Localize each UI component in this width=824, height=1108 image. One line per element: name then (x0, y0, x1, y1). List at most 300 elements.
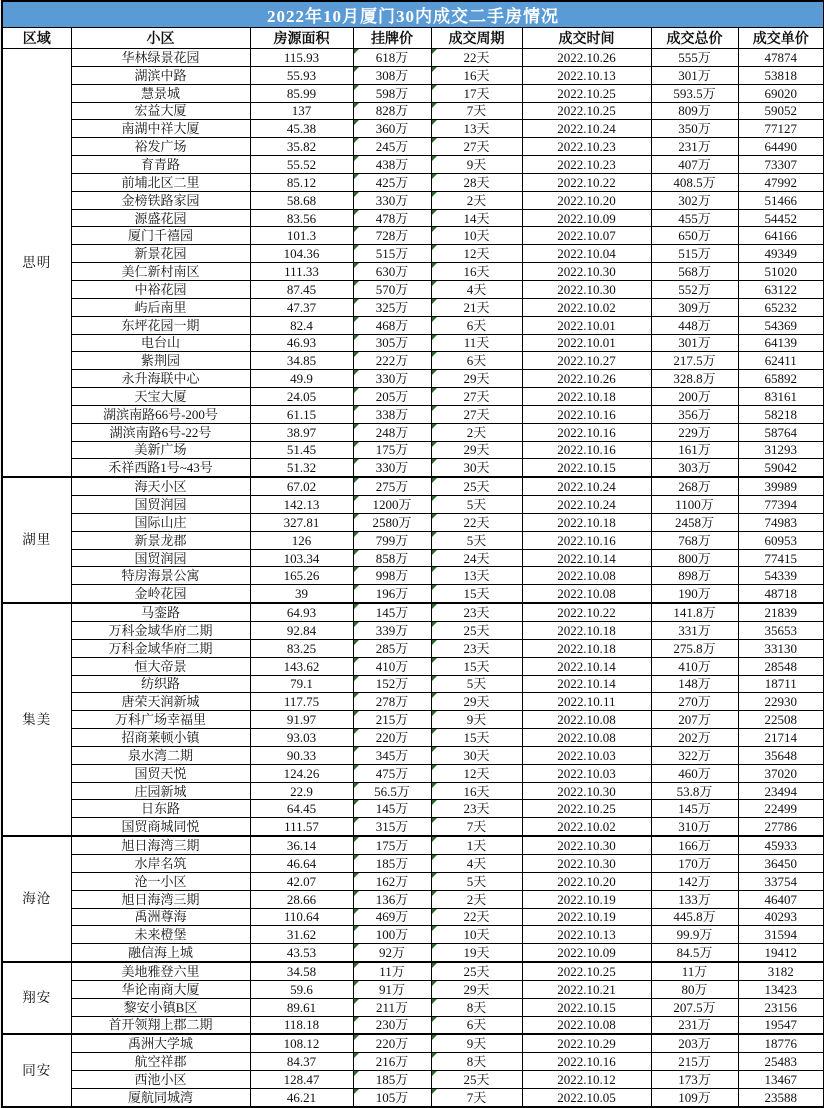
cell-unit-price: 19412 (738, 944, 824, 962)
cell-total-price: 568万 (651, 263, 738, 281)
cell-listing-price: 1200万 (353, 496, 431, 514)
cell-community: 万科金域华府二期 (71, 622, 250, 640)
cell-unit-price: 54339 (738, 567, 824, 585)
table-row (2, 1053, 824, 1071)
cell-total-price: 148万 (651, 675, 738, 693)
cell-community: 源盛花园 (71, 209, 250, 227)
cell-deal-period: 27天 (431, 405, 522, 423)
cell-deal-date: 2022.10.16 (522, 405, 651, 423)
cell-unit-price: 58764 (738, 423, 824, 441)
deals-table (1, 0, 824, 1108)
table-row (2, 603, 824, 621)
cell-deal-date: 2022.10.14 (522, 549, 651, 567)
table-row (2, 423, 824, 441)
table-row (2, 854, 824, 872)
cell-listing-price: 105万 (353, 1088, 431, 1106)
cell-community: 日东路 (71, 800, 250, 818)
cell-deal-date: 2022.10.13 (522, 926, 651, 944)
region-cell: 湖里 (2, 477, 71, 603)
table-row (2, 962, 824, 980)
table-row (2, 209, 824, 227)
cell-listing-price: 222万 (353, 352, 431, 370)
cell-deal-date: 2022.10.03 (522, 746, 651, 764)
cell-area: 118.18 (250, 1016, 353, 1034)
cell-total-price: 800万 (651, 549, 738, 567)
cell-area: 55.93 (250, 66, 353, 84)
table-body (2, 49, 824, 1107)
cell-listing-price: 799万 (353, 531, 431, 549)
cell-community: 禹洲尊海 (71, 908, 250, 926)
cell-listing-price: 468万 (353, 316, 431, 334)
cell-total-price: 407万 (651, 156, 738, 174)
cell-deal-period: 16天 (431, 263, 522, 281)
cell-listing-price: 630万 (353, 263, 431, 281)
cell-unit-price: 23156 (738, 998, 824, 1016)
cell-unit-price: 63122 (738, 280, 824, 298)
cell-deal-period: 12天 (431, 764, 522, 782)
cell-deal-date: 2022.10.19 (522, 890, 651, 908)
cell-community: 禾祥西路1号~43号 (71, 459, 250, 477)
cell-area: 124.26 (250, 764, 353, 782)
cell-deal-period: 27天 (431, 138, 522, 156)
cell-total-price: 301万 (651, 66, 738, 84)
cell-unit-price: 69020 (738, 84, 824, 102)
cell-area: 126 (250, 531, 353, 549)
cell-unit-price: 59042 (738, 459, 824, 477)
cell-deal-date: 2022.10.26 (522, 49, 651, 67)
cell-community: 美地雅登六里 (71, 962, 250, 980)
region-cell: 海沧 (2, 836, 71, 962)
cell-listing-price: 205万 (353, 388, 431, 406)
cell-unit-price: 62411 (738, 352, 824, 370)
cell-community: 特房海景公寓 (71, 567, 250, 585)
table-row (2, 191, 824, 209)
cell-unit-price: 64490 (738, 138, 824, 156)
cell-deal-period: 8天 (431, 1053, 522, 1071)
cell-listing-price: 618万 (353, 49, 431, 67)
cell-deal-period: 4天 (431, 280, 522, 298)
table-row (2, 908, 824, 926)
cell-deal-period: 6天 (431, 352, 522, 370)
cell-area: 36.14 (250, 836, 353, 854)
cell-unit-price: 19547 (738, 1016, 824, 1034)
cell-deal-period: 9天 (431, 156, 522, 174)
cell-deal-period: 23天 (431, 603, 522, 621)
cell-unit-price: 65892 (738, 370, 824, 388)
cell-total-price: 53.8万 (651, 782, 738, 800)
header-row (2, 28, 824, 49)
cell-listing-price: 330万 (353, 459, 431, 477)
cell-listing-price: 315万 (353, 818, 431, 836)
cell-deal-date: 2022.10.09 (522, 209, 651, 227)
table-row (2, 693, 824, 711)
cell-listing-price: 360万 (353, 120, 431, 138)
cell-deal-date: 2022.10.30 (522, 263, 651, 281)
cell-total-price: 2458万 (651, 513, 738, 531)
cell-area: 83.25 (250, 639, 353, 657)
cell-unit-price: 54369 (738, 316, 824, 334)
cell-deal-period: 23天 (431, 800, 522, 818)
cell-deal-date: 2022.10.18 (522, 622, 651, 640)
cell-area: 47.37 (250, 298, 353, 316)
cell-area: 93.03 (250, 729, 353, 747)
cell-total-price: 768万 (651, 531, 738, 549)
table-row (2, 1071, 824, 1089)
cell-unit-price: 37020 (738, 764, 824, 782)
cell-community: 厦门千禧园 (71, 227, 250, 245)
cell-unit-price: 77127 (738, 120, 824, 138)
cell-deal-date: 2022.10.16 (522, 441, 651, 459)
cell-deal-date: 2022.10.13 (522, 66, 651, 84)
cell-listing-price: 91万 (353, 980, 431, 998)
cell-area: 83.56 (250, 209, 353, 227)
table-row (2, 639, 824, 657)
table-row (2, 872, 824, 890)
cell-deal-period: 19天 (431, 944, 522, 962)
cell-listing-price: 145万 (353, 603, 431, 621)
cell-unit-price: 13423 (738, 980, 824, 998)
cell-total-price: 445.8万 (651, 908, 738, 926)
cell-unit-price: 45933 (738, 836, 824, 854)
cell-deal-date: 2022.10.26 (522, 370, 651, 388)
cell-area: 24.05 (250, 388, 353, 406)
cell-area: 59.6 (250, 980, 353, 998)
cell-deal-period: 16天 (431, 66, 522, 84)
cell-total-price: 593.5万 (651, 84, 738, 102)
cell-total-price: 84.5万 (651, 944, 738, 962)
cell-deal-period: 5天 (431, 531, 522, 549)
cell-deal-period: 17天 (431, 84, 522, 102)
table-row (2, 138, 824, 156)
cell-deal-period: 7天 (431, 1088, 522, 1106)
cell-listing-price: 728万 (353, 227, 431, 245)
cell-listing-price: 196万 (353, 585, 431, 603)
cell-deal-date: 2022.10.08 (522, 585, 651, 603)
cell-total-price: 410万 (651, 657, 738, 675)
cell-deal-date: 2022.10.20 (522, 191, 651, 209)
cell-deal-date: 2022.10.25 (522, 84, 651, 102)
cell-deal-date: 2022.10.22 (522, 173, 651, 191)
cell-total-price: 80万 (651, 980, 738, 998)
cell-unit-price: 22499 (738, 800, 824, 818)
cell-listing-price: 438万 (353, 156, 431, 174)
cell-deal-date: 2022.10.24 (522, 477, 651, 495)
cell-deal-date: 2022.10.23 (522, 156, 651, 174)
cell-total-price: 268万 (651, 477, 738, 495)
cell-deal-period: 25天 (431, 622, 522, 640)
cell-community: 万科金域华府二期 (71, 639, 250, 657)
table-row (2, 764, 824, 782)
cell-community: 旭日海湾三期 (71, 890, 250, 908)
table-row (2, 980, 824, 998)
cell-deal-date: 2022.10.27 (522, 352, 651, 370)
cell-deal-date: 2022.10.25 (522, 962, 651, 980)
table-row (2, 263, 824, 281)
cell-area: 46.21 (250, 1088, 353, 1106)
cell-total-price: 1100万 (651, 496, 738, 514)
cell-deal-date: 2022.10.08 (522, 711, 651, 729)
cell-listing-price: 248万 (353, 423, 431, 441)
cell-community: 国贸天悦 (71, 764, 250, 782)
table-row (2, 66, 824, 84)
table-row (2, 657, 824, 675)
cell-total-price: 555万 (651, 49, 738, 67)
cell-listing-price: 345万 (353, 746, 431, 764)
cell-listing-price: 230万 (353, 1016, 431, 1034)
cell-listing-price: 220万 (353, 1034, 431, 1052)
cell-deal-period: 7天 (431, 102, 522, 120)
cell-area: 67.02 (250, 477, 353, 495)
cell-community: 天宝大厦 (71, 388, 250, 406)
cell-deal-period: 29天 (431, 693, 522, 711)
table-row (2, 352, 824, 370)
cell-listing-price: 275万 (353, 477, 431, 495)
table-row (2, 245, 824, 263)
spreadsheet (1, 0, 823, 1108)
table-row (2, 370, 824, 388)
cell-listing-price: 325万 (353, 298, 431, 316)
table-row (2, 567, 824, 585)
cell-total-price: 301万 (651, 334, 738, 352)
cell-area: 108.12 (250, 1034, 353, 1052)
cell-area: 82.4 (250, 316, 353, 334)
cell-total-price: 408.5万 (651, 173, 738, 191)
cell-deal-date: 2022.10.15 (522, 998, 651, 1016)
column-header-community: 小区 (71, 28, 250, 49)
cell-deal-date: 2022.10.02 (522, 818, 651, 836)
cell-listing-price: 515万 (353, 245, 431, 263)
table-row (2, 890, 824, 908)
cell-total-price: 302万 (651, 191, 738, 209)
cell-total-price: 455万 (651, 209, 738, 227)
cell-community: 沧一小区 (71, 872, 250, 890)
cell-listing-price: 162万 (353, 872, 431, 890)
cell-deal-period: 5天 (431, 675, 522, 693)
cell-total-price: 448万 (651, 316, 738, 334)
cell-community: 国贸商城同悦 (71, 818, 250, 836)
cell-deal-date: 2022.10.16 (522, 423, 651, 441)
cell-deal-date: 2022.10.08 (522, 729, 651, 747)
cell-unit-price: 51020 (738, 263, 824, 281)
cell-total-price: 207万 (651, 711, 738, 729)
cell-deal-date: 2022.10.22 (522, 603, 651, 621)
table-row (2, 459, 824, 477)
cell-total-price: 142万 (651, 872, 738, 890)
cell-listing-price: 100万 (353, 926, 431, 944)
table-row (2, 280, 824, 298)
cell-total-price: 303万 (651, 459, 738, 477)
cell-listing-price: 338万 (353, 405, 431, 423)
column-header-total-price: 成交总价 (651, 28, 738, 49)
cell-unit-price: 22508 (738, 711, 824, 729)
cell-community: 新景龙郡 (71, 531, 250, 549)
cell-deal-period: 22天 (431, 49, 522, 67)
cell-deal-period: 21天 (431, 298, 522, 316)
cell-total-price: 322万 (651, 746, 738, 764)
cell-listing-price: 410万 (353, 657, 431, 675)
cell-community: 中裕花园 (71, 280, 250, 298)
cell-community: 厦航同城湾 (71, 1088, 250, 1106)
cell-deal-date: 2022.10.24 (522, 496, 651, 514)
column-header-deal-date: 成交时间 (522, 28, 651, 49)
cell-total-price: 309万 (651, 298, 738, 316)
cell-deal-date: 2022.10.04 (522, 245, 651, 263)
cell-deal-period: 6天 (431, 316, 522, 334)
cell-area: 91.97 (250, 711, 353, 729)
cell-unit-price: 77394 (738, 496, 824, 514)
table-row (2, 513, 824, 531)
cell-deal-date: 2022.10.03 (522, 764, 651, 782)
cell-listing-price: 175万 (353, 836, 431, 854)
cell-community: 马銮路 (71, 603, 250, 621)
cell-community: 美仁新村南区 (71, 263, 250, 281)
table-row (2, 102, 824, 120)
table-row (2, 944, 824, 962)
cell-area: 85.99 (250, 84, 353, 102)
cell-listing-price: 185万 (353, 854, 431, 872)
cell-deal-period: 5天 (431, 496, 522, 514)
table-row (2, 496, 824, 514)
cell-area: 45.38 (250, 120, 353, 138)
cell-total-price: 190万 (651, 585, 738, 603)
cell-listing-price: 598万 (353, 84, 431, 102)
cell-unit-price: 74983 (738, 513, 824, 531)
cell-deal-date: 2022.10.09 (522, 944, 651, 962)
cell-community: 融信海上城 (71, 944, 250, 962)
cell-listing-price: 2580万 (353, 513, 431, 531)
cell-total-price: 161万 (651, 441, 738, 459)
cell-unit-price: 49349 (738, 245, 824, 263)
cell-unit-price: 27786 (738, 818, 824, 836)
cell-area: 39 (250, 585, 353, 603)
cell-area: 79.1 (250, 675, 353, 693)
cell-area: 101.3 (250, 227, 353, 245)
cell-community: 华林绿景花园 (71, 49, 250, 67)
cell-unit-price: 53818 (738, 66, 824, 84)
cell-deal-date: 2022.10.24 (522, 120, 651, 138)
cell-unit-price: 13467 (738, 1071, 824, 1089)
cell-area: 31.62 (250, 926, 353, 944)
cell-community: 首开领翔上郡二期 (71, 1016, 250, 1034)
table-row (2, 782, 824, 800)
cell-listing-price: 216万 (353, 1053, 431, 1071)
cell-deal-date: 2022.10.18 (522, 513, 651, 531)
table-row (2, 1034, 824, 1052)
cell-deal-period: 14天 (431, 209, 522, 227)
table-row (2, 800, 824, 818)
table-row (2, 84, 824, 102)
cell-total-price: 350万 (651, 120, 738, 138)
cell-area: 111.57 (250, 818, 353, 836)
cell-listing-price: 185万 (353, 1071, 431, 1089)
cell-total-price: 552万 (651, 280, 738, 298)
table-row (2, 477, 824, 495)
cell-total-price: 202万 (651, 729, 738, 747)
cell-deal-date: 2022.10.30 (522, 280, 651, 298)
cell-deal-period: 16天 (431, 782, 522, 800)
cell-community: 育青路 (71, 156, 250, 174)
table-row (2, 836, 824, 854)
cell-total-price: 515万 (651, 245, 738, 263)
cell-deal-period: 10天 (431, 926, 522, 944)
cell-community: 慧景城 (71, 84, 250, 102)
table-row (2, 818, 824, 836)
cell-deal-date: 2022.10.30 (522, 782, 651, 800)
table-row (2, 1016, 824, 1034)
cell-deal-period: 5天 (431, 872, 522, 890)
cell-deal-date: 2022.10.30 (522, 854, 651, 872)
cell-area: 34.58 (250, 962, 353, 980)
cell-listing-price: 145万 (353, 800, 431, 818)
cell-community: 唐荣天润新城 (71, 693, 250, 711)
cell-deal-period: 7天 (431, 818, 522, 836)
cell-deal-period: 24天 (431, 549, 522, 567)
cell-community: 华论南商大厦 (71, 980, 250, 998)
table-row (2, 926, 824, 944)
cell-listing-price: 828万 (353, 102, 431, 120)
cell-community: 禹洲大学城 (71, 1034, 250, 1052)
cell-listing-price: 136万 (353, 890, 431, 908)
table-row (2, 531, 824, 549)
table-row (2, 405, 824, 423)
cell-community: 未来橙堡 (71, 926, 250, 944)
cell-community: 泉水湾二期 (71, 746, 250, 764)
cell-deal-date: 2022.10.19 (522, 908, 651, 926)
cell-deal-period: 2天 (431, 890, 522, 908)
cell-unit-price: 64166 (738, 227, 824, 245)
cell-deal-period: 11天 (431, 334, 522, 352)
cell-unit-price: 25483 (738, 1053, 824, 1071)
cell-community: 前埔北区二里 (71, 173, 250, 191)
column-header-unit-price: 成交单价 (738, 28, 824, 49)
cell-unit-price: 58218 (738, 405, 824, 423)
cell-listing-price: 11万 (353, 962, 431, 980)
cell-deal-period: 15天 (431, 729, 522, 747)
table-row (2, 675, 824, 693)
cell-total-price: 898万 (651, 567, 738, 585)
cell-community: 湖滨中路 (71, 66, 250, 84)
table-row (2, 388, 824, 406)
table-row (2, 1088, 824, 1106)
cell-total-price: 231万 (651, 138, 738, 156)
cell-area: 64.45 (250, 800, 353, 818)
cell-deal-period: 25天 (431, 477, 522, 495)
cell-total-price: 109万 (651, 1088, 738, 1106)
cell-deal-date: 2022.10.21 (522, 980, 651, 998)
cell-area: 87.45 (250, 280, 353, 298)
cell-deal-date: 2022.10.29 (522, 1034, 651, 1052)
title-row (2, 1, 824, 28)
cell-community: 永升海联中心 (71, 370, 250, 388)
cell-community: 纺织路 (71, 675, 250, 693)
cell-community: 国际山庄 (71, 513, 250, 531)
cell-listing-price: 475万 (353, 764, 431, 782)
cell-unit-price: 51466 (738, 191, 824, 209)
cell-area: 89.61 (250, 998, 353, 1016)
cell-unit-price: 60953 (738, 531, 824, 549)
cell-listing-price: 998万 (353, 567, 431, 585)
cell-area: 111.33 (250, 263, 353, 281)
cell-deal-period: 13天 (431, 120, 522, 138)
cell-unit-price: 28548 (738, 657, 824, 675)
cell-deal-date: 2022.10.30 (522, 836, 651, 854)
cell-deal-date: 2022.10.18 (522, 639, 651, 657)
cell-total-price: 207.5万 (651, 998, 738, 1016)
table-row (2, 120, 824, 138)
cell-community: 庄园新城 (71, 782, 250, 800)
cell-listing-price: 570万 (353, 280, 431, 298)
cell-deal-period: 25天 (431, 962, 522, 980)
